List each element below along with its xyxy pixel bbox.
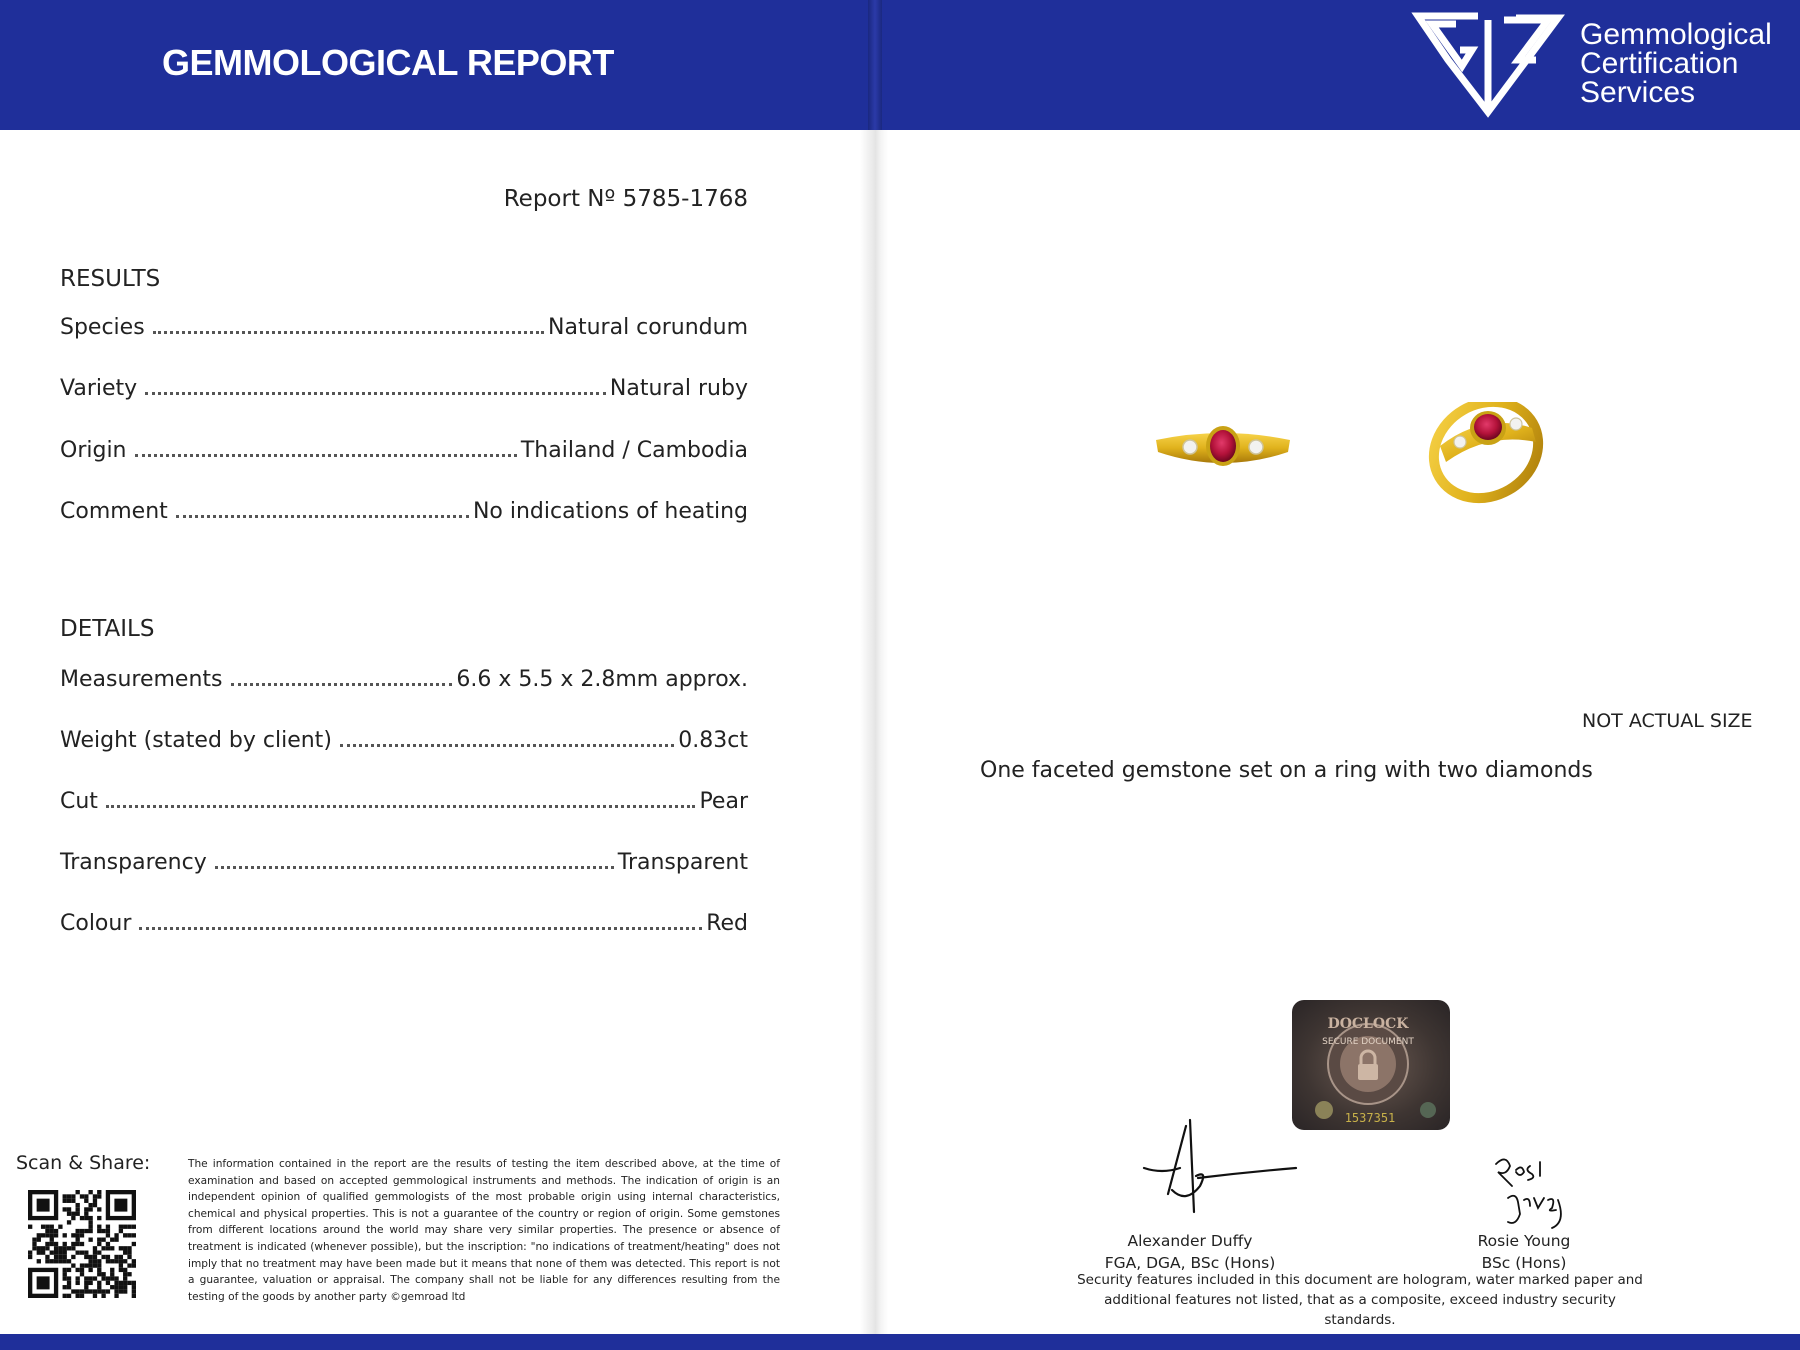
page-fold [860, 130, 888, 1334]
row-value: Thailand / Cambodia [520, 438, 748, 463]
leader-dots [139, 927, 702, 930]
row-label: Transparency [60, 850, 207, 875]
row-value: Pear [699, 789, 748, 814]
details-title: DETAILS [60, 616, 155, 642]
signature-rosie-young [1486, 1152, 1576, 1232]
row-label: Variety [60, 376, 138, 401]
gcs-logo-icon [1408, 10, 1568, 118]
row-label: Cut [60, 789, 98, 814]
ring-front-view-image [1152, 412, 1294, 484]
row-label: Measurements [60, 667, 223, 692]
company-name [1580, 20, 1772, 107]
ring-angled-view-image [1424, 402, 1546, 506]
leader-dots [145, 392, 606, 395]
detail-row-cut [60, 782, 748, 814]
row-label: Origin [60, 438, 127, 463]
result-row-comment [60, 492, 748, 524]
scan-share-label: Scan & Share: [16, 1152, 151, 1174]
leader-dots [106, 805, 696, 808]
detail-row-measurements [60, 660, 748, 692]
hologram-serial: 1537351 [1344, 1111, 1396, 1125]
hologram-seal-icon [1290, 998, 1452, 1132]
company-line-2: Certification [1580, 47, 1739, 80]
row-value: Transparent [617, 850, 748, 875]
detail-row-colour [60, 904, 748, 936]
qr-code-icon[interactable] [28, 1190, 136, 1298]
not-actual-size-label: NOT ACTUAL SIZE [1582, 710, 1753, 732]
leader-dots [153, 331, 544, 334]
row-value: Red [706, 911, 748, 936]
leader-dots [231, 683, 453, 686]
header-fold [868, 0, 882, 130]
result-row-variety [60, 369, 748, 401]
leader-dots [340, 744, 674, 747]
row-value: Natural ruby [609, 376, 748, 401]
signatory-credentials: BSc (Hons) [1481, 1254, 1567, 1272]
row-label: Colour [60, 911, 132, 936]
results-title: RESULTS [60, 266, 161, 292]
footer-band [0, 1334, 1800, 1350]
result-row-origin [60, 431, 748, 463]
signatory-name: Rosie Young [1477, 1232, 1571, 1250]
company-line-1: Gemmological [1580, 18, 1772, 51]
item-description: One faceted gemstone set on a ring with two diamonds [980, 758, 1593, 783]
security-note: Security features included in this document are hologram, water marked paper and additional features not listed, that as a composite, exceed industry security standards. [1077, 1272, 1643, 1328]
signatory-2 [1444, 1230, 1604, 1274]
signatory-name: Alexander Duffy [1127, 1232, 1253, 1250]
disclaimer-text: The information contained in the report are the results of testing the item described above, at the time of examination and based on accepted gemmological instruments and methods. The indication of origin is an independent opinion of qualified gemmologists of the most probable origin using internal characteristics, chemical and physical properties. This is not a guarantee of the country or region of origin. Some gemstones from different locations around the world may share very similar properties. The presence or absence of treatment is indicated (whenever possible), but the inscription: "no indications of treatment/heating" does not imply that no treatment may have been made but it means that none of them was detected. This report is not a guarantee, valuation or appraisal. The company shall not be liable for any differences resulting from the testing of the goods by another party ©gemroad ltd [188, 1158, 780, 1303]
signatory-credentials: FGA, DGA, BSc (Hons) [1104, 1254, 1276, 1272]
result-row-species [60, 308, 748, 340]
detail-row-weight [60, 721, 748, 753]
report-title: GEMMOLOGICAL REPORT [162, 42, 614, 83]
detail-row-transparency [60, 843, 748, 875]
company-line-3: Services [1580, 76, 1696, 109]
signatory-1 [1100, 1230, 1280, 1274]
row-value: Natural corundum [548, 315, 748, 340]
row-value: 6.6 x 5.5 x 2.8mm approx. [456, 667, 748, 692]
leader-dots [135, 454, 517, 457]
row-value: No indications of heating [472, 499, 748, 524]
leader-dots [215, 866, 614, 869]
leader-dots [176, 515, 469, 518]
row-value: 0.83ct [678, 728, 748, 753]
row-label: Species [60, 315, 145, 340]
signature-alexander-duffy [1138, 1116, 1298, 1226]
hologram-text: SECURE DOCUMENT [1322, 1037, 1414, 1047]
row-label: Comment [60, 499, 168, 524]
row-label: Weight (stated by client) [60, 728, 332, 753]
report-number: Report Nº 5785-1768 [503, 186, 748, 212]
hologram-brand: DOCLOCK [1327, 1016, 1409, 1032]
